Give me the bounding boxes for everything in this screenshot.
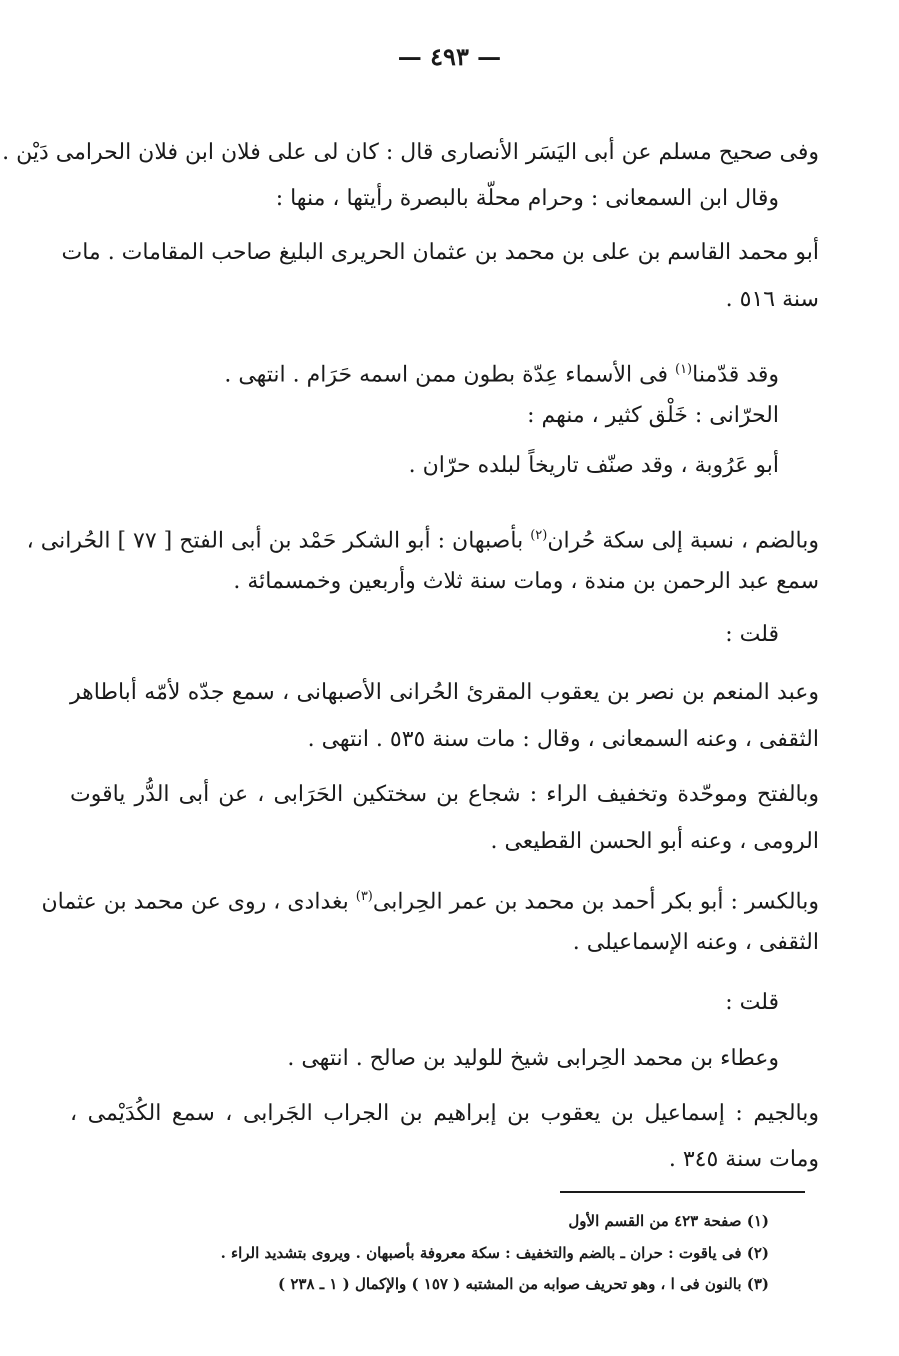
text-segment: وبالكسر : أبو بكر أحمد بن محمد بن عمر الحِرابى	[372, 889, 819, 915]
text-line-6: الحرّانى : خَلْق كثير ، منهم :	[527, 403, 779, 428]
footnote-3: (٣) بالنون فى ا ، وهو تحريف صوابه من المشتبه ( ١٥٧ ) والإكمال ( ١ ـ ٢٣٨ )	[278, 1275, 769, 1293]
text-line-20: ومات سنة ٣٤٥ .	[668, 1147, 819, 1172]
text-line-11: وعبد المنعم بن نصر بن يعقوب المقرئ الحُرانى الأصبهانى ، سمع جدّه لأمّه أباطاهر	[70, 680, 819, 705]
text-line-18: وعطاء بن محمد الحِرابى شيخ للوليد بن صالح . انتهى .	[287, 1046, 779, 1071]
footnote-1: (١) صفحة ٤٢٣ من القسم الأول	[568, 1212, 769, 1230]
footnote-2: (٢) فى ياقوت : حران ـ بالضم والتخفيف : سكة معروفة بأصبهان . ويروى بتشديد الراء .	[220, 1244, 769, 1262]
text-line-10: قلت :	[725, 622, 779, 647]
text-line-14: الرومى ، وعنه أبو الحسن القطيعى .	[490, 829, 819, 854]
text-segment: وبالضم ، نسبة إلى سكة حُران	[547, 528, 819, 554]
page-number: — ٤٩٣ —	[397, 42, 502, 71]
footnote-divider	[560, 1191, 805, 1193]
footnote-ref-1: (١)	[674, 362, 693, 377]
text-line-19: وبالجيم : إسماعيل بن يعقوب بن إبراهيم بن الجراب الجَرابى ، سمع الكُدَيْمى ،	[70, 1101, 819, 1126]
text-line-13: وبالفتح وموحّدة وتخفيف الراء : شجاع بن سختكين الحَرَابى ، عن أبى الدُّر ياقوت	[70, 782, 819, 807]
text-line-7: أبو عَرُوبة ، وقد صنّف تاريخاً لبلده حرّان .	[408, 453, 779, 478]
text-line-1: وفى صحيح مسلم عن أبى اليَسَر الأنصارى قال : كان لى على فلان ابن فلان الحرامى دَيْن .	[2, 140, 819, 165]
text-line-16: الثقفى ، وعنه الإسماعيلى .	[572, 930, 819, 955]
text-line-17: قلت :	[725, 990, 779, 1015]
text-line-12: الثقفى ، وعنه السمعانى ، وقال : مات سنة ٥٣٥ . انتهى .	[307, 727, 819, 752]
text-segment: بغدادى ، روى عن محمد بن عثمان	[41, 889, 356, 915]
footnote-ref-3: (٣)	[355, 889, 373, 904]
text-line-5	[224, 355, 779, 390]
text-segment: فى الأسماء عِدّة بطون ممن اسمه حَرَام . انتهى .	[224, 362, 675, 388]
text-line-9: سمع عبد الرحمن بن مندة ، ومات سنة ثلاث وأربعين وخمسمائة .	[233, 569, 819, 594]
text-line-2: وقال ابن السمعانى : وحرام محلّة بالبصرة رأيتها ، منها :	[275, 186, 779, 211]
footnote-ref-2: (٢)	[530, 528, 548, 543]
text-segment: بأصبهان : أبو الشكر حَمْد بن أبى الفتح [ ٧٧ ] الحُرانى ،	[26, 528, 531, 554]
text-line-3: أبو محمد القاسم بن على بن محمد بن عثمان الحريرى البليغ صاحب المقامات . مات	[61, 240, 819, 265]
text-line-8	[26, 521, 819, 556]
text-segment: وقد قدّمنا	[692, 362, 779, 388]
text-line-4: سنة ٥١٦ .	[725, 287, 819, 312]
text-line-15	[41, 882, 819, 917]
